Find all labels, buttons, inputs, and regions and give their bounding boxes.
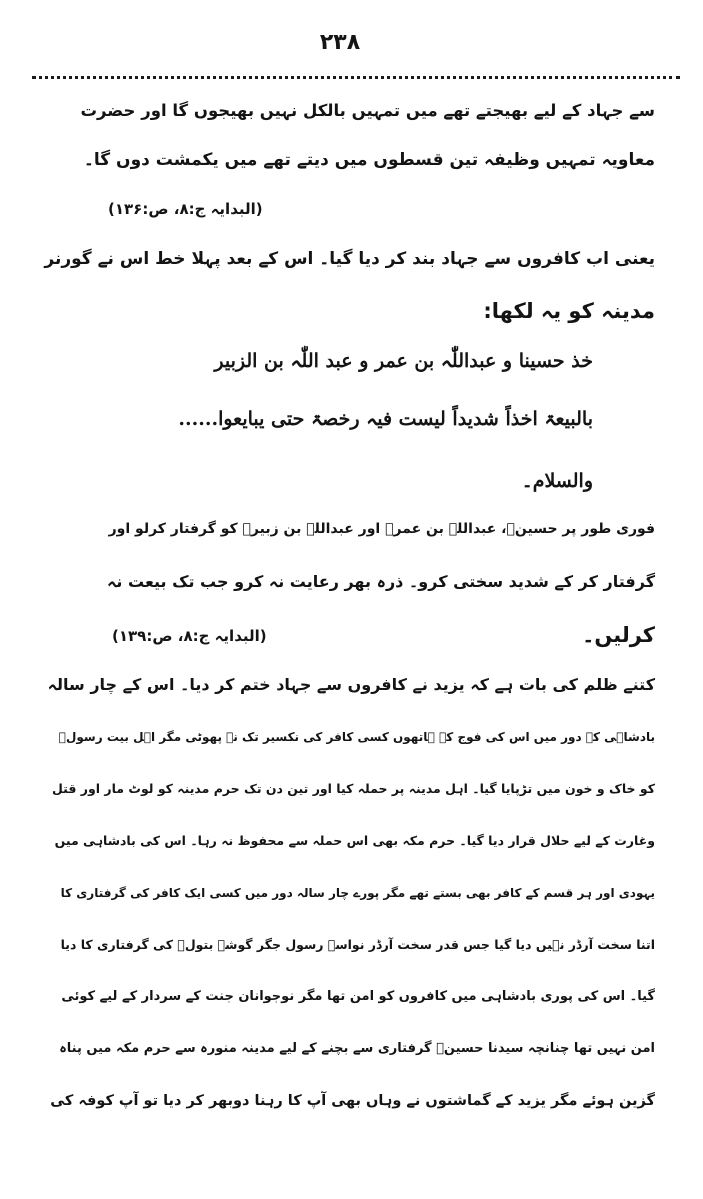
text-line-2: معاویہ تمہیں وظیفہ تین قسطوں میں دیتے تھے میں یکمشت دوں گا۔ <box>83 150 655 170</box>
text-line-8: کتنے ظلم کی بات ہے کہ یزید نے کافروں سے جہاد ختم کر دیا۔ اس کے چار سالہ <box>47 675 655 694</box>
text-line-3: یعنی اب کافروں سے جہاد بند کر دیا گیا۔ اس کے بعد پہلا خط اس نے گورنر <box>44 249 655 269</box>
text-line-15: امن نہیں تھا چنانچہ سیدنا حسینؓ گرفتاری سے بچنے کے لیے مدینہ منورہ سے حرم مکہ میں پناہ <box>59 1041 655 1056</box>
text-line-4: مدینہ کو یہ لکھا: <box>483 299 655 323</box>
reference-1: (البدایہ ج:۸، ص:۱۳۶) <box>108 200 263 218</box>
text-line-1: سے جہاد کے لیے بھیجتے تھے میں تمہیں بالکل نہیں بھیجوں گا اور حضرت <box>80 101 655 120</box>
arabic-line-3: والسلام۔ <box>521 470 593 492</box>
page-number: ۲۳۸ <box>319 30 361 55</box>
text-line-16: گزین ہوئے مگر یزید کے گماشتوں نے وہاں بھی آپ کا رہنا دوبھر کر دیا تو آپ کوفہ کی <box>50 1093 655 1109</box>
header-rule <box>32 76 680 79</box>
text-line-11: وغارت کے لیے حلال قرار دیا گیا۔ حرم مکہ بھی اس حملہ سے محفوظ نہ رہا۔ اس کی بادشاہی میں <box>54 833 655 848</box>
text-line-14: گیا۔ اس کی پوری بادشاہی میں کافروں کو امن تھا مگر نوجوانان جنت کے سردار کے لیے کوئی <box>61 989 655 1004</box>
reference-2: (البدایہ ج:۸، ص:۱۳۹) <box>112 627 267 645</box>
text-line-5: فوری طور پر حسینؓ، عبداللہ بن عمرؓ اور عبداللہ بن زبیرؓ کو گرفتار کرلو اور <box>108 521 655 537</box>
text-line-13: اتنا سخت آرڈر نہیں دیا گیا جس قدر سخت آرڈر نواسۂ رسول جگر گوشہ بتولؓ کی گرفتاری کا دیا <box>60 937 655 952</box>
text-line-12: یہودی اور ہر قسم کے کافر بھی بستے تھے مگر پورے چار سالہ دور میں کسی ایک کافر کی گرفتاری کا <box>60 886 655 900</box>
text-line-7: کرلیں۔ <box>582 623 655 647</box>
text-line-10: کو خاک و خون میں تڑپایا گیا۔ اہل مدینہ پر حملہ کیا اور تین دن تک حرم مدینہ کو لوٹ مار اور قتل <box>52 781 655 796</box>
arabic-line-2: بالبیعۃ اخذاً شدیداً لیست فیہ رخصۃ حتی یبایعوا...... <box>178 408 593 430</box>
arabic-line-1: خذ حسینا و عبداللّٰہ بن عمر و عبد اللّٰہ بن الزبیر <box>214 350 593 372</box>
text-line-9: بادشاہی کے دور میں اس کی فوج کے ہاتھوں کسی کافر کی نکسیر تک نہ پھوٹی مگر اہل بیت رسولؐ <box>58 730 655 744</box>
text-line-6: گرفتار کر کے شدید سختی کرو۔ ذرہ بھر رعایت نہ کرو جب تک بیعت نہ <box>107 572 655 591</box>
